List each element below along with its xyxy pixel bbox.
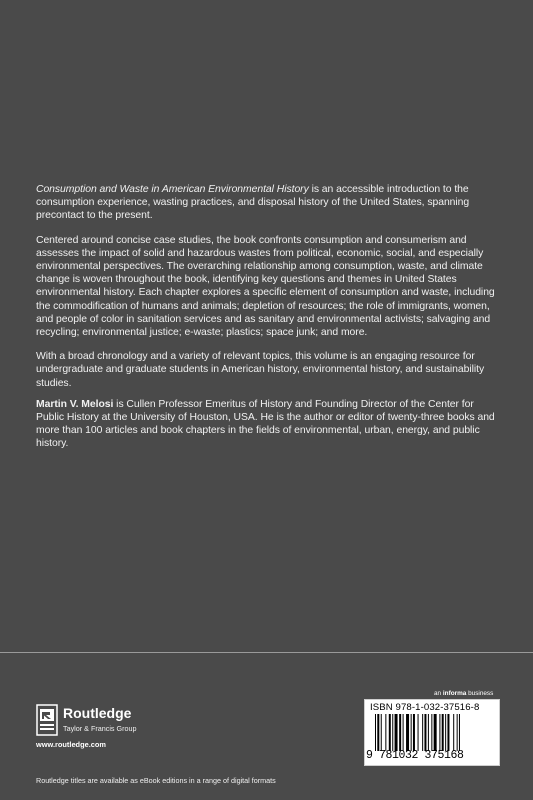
author-bio bbox=[36, 398, 496, 451]
isbn-text: ISBN 978-1-032-37516-8 bbox=[370, 702, 480, 713]
informa-brand: informa bbox=[442, 690, 467, 697]
blurb-description: Centered around concise case studies, the book confronts consumption and consumerism and assesses the impact of solid and hazardous wastes from political, economic, social, and especially environmental perspectives. The overarching relationship among consumption, waste, and climate change is woven throughout the book, identifying key questions and themes in United States environmental history. Each chapter explores a specific element of consumption and waste, including the commodification of humans and animals; depletion of resources; the role of immigrants, women, and people of color in sanitation services and as sanitary and environmental activists; salvaging and recycling; environmental justice; e-waste; plastics; space junk; and more. bbox=[36, 234, 495, 339]
divider-line bbox=[0, 652, 533, 653]
publisher-block bbox=[36, 704, 236, 754]
barcode-digits: 9 781032 375168 bbox=[366, 749, 464, 762]
blurb-audience: With a broad chronology and a variety of relevant topics, this volume is an engaging resource for undergraduate and graduate students in American history, environmental history, and sustainability studies. bbox=[36, 351, 485, 389]
ebook-note: Routledge titles are available as eBook editions in a range of digital formats bbox=[36, 776, 276, 785]
barcode-label bbox=[364, 699, 500, 766]
blurb-intro-text: is an accessible introduction to the consumption experience, wasting practices, and disposal history of the United States, spanning precontact to the present. bbox=[36, 184, 470, 222]
informa-prefix: an bbox=[434, 690, 443, 697]
barcode-icon bbox=[375, 714, 493, 751]
author-bio-text: is Cullen Professor Emeritus of History and Founding Director of the Center for Public History at the University of Houston, USA. He is the author or editor of twenty-three books and more than 100 articles and book chapters in the fields of environmental, urban, energy, and public history. bbox=[36, 398, 495, 450]
blurb-intro bbox=[36, 183, 496, 223]
author-name: Martin V. Melosi bbox=[36, 398, 114, 410]
publisher-name: Routledge bbox=[63, 705, 132, 721]
routledge-logo-icon bbox=[36, 704, 58, 736]
publisher-group: Taylor & Francis Group bbox=[63, 724, 137, 733]
informa-suffix: business bbox=[466, 690, 494, 697]
book-title: Consumption and Waste in American Environmental History bbox=[36, 184, 309, 195]
informa-tagline bbox=[434, 690, 493, 697]
cover-blurb bbox=[36, 183, 496, 462]
publisher-url: www.routledge.com bbox=[36, 740, 106, 749]
